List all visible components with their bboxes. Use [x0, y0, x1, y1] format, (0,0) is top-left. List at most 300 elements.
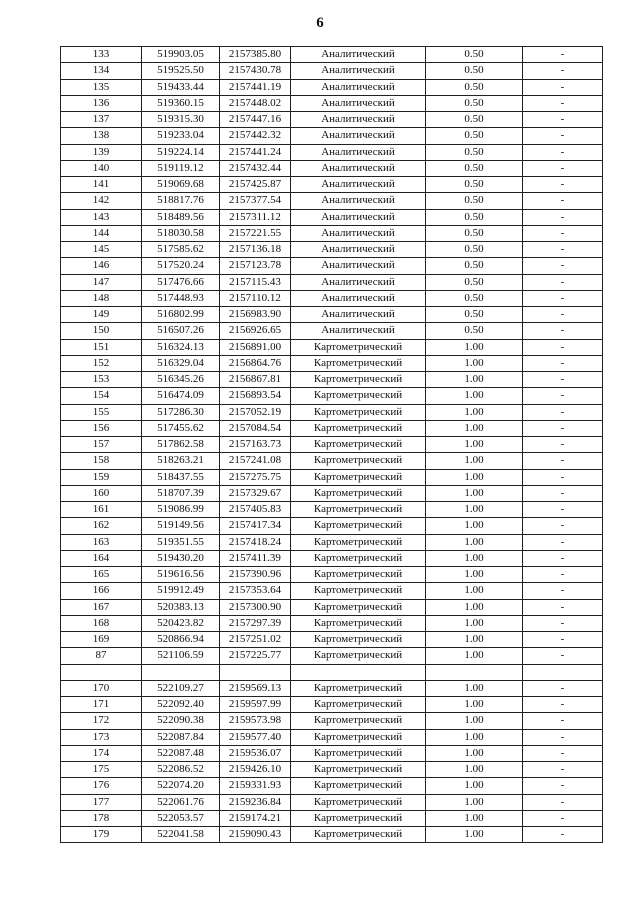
point-number-cell: 172	[61, 713, 142, 729]
table-row	[61, 680, 603, 696]
point-number-cell: 148	[61, 290, 142, 306]
table-row	[61, 518, 603, 534]
note-cell: -	[523, 453, 603, 469]
x-coordinate-cell: 519119.12	[142, 160, 220, 176]
accuracy-cell: 0.50	[426, 323, 523, 339]
x-coordinate-cell: 519433.44	[142, 79, 220, 95]
table-row	[61, 583, 603, 599]
x-coordinate-cell: 522087.84	[142, 729, 220, 745]
method-cell: Картометрический	[291, 485, 426, 501]
accuracy-cell: 1.00	[426, 485, 523, 501]
x-coordinate-cell: 519315.30	[142, 112, 220, 128]
accuracy-cell: 1.00	[426, 404, 523, 420]
y-coordinate-cell: 2159569.13	[220, 680, 291, 696]
accuracy-cell: 0.50	[426, 47, 523, 63]
x-coordinate-cell: 522053.57	[142, 810, 220, 826]
x-coordinate-cell: 519233.04	[142, 128, 220, 144]
point-number-cell: 167	[61, 599, 142, 615]
note-cell: -	[523, 567, 603, 583]
point-number-cell: 168	[61, 615, 142, 631]
accuracy-cell: 1.00	[426, 697, 523, 713]
note-cell: -	[523, 680, 603, 696]
accuracy-cell: 1.00	[426, 420, 523, 436]
point-number-cell: 134	[61, 63, 142, 79]
accuracy-cell: 0.50	[426, 144, 523, 160]
note-cell: -	[523, 209, 603, 225]
y-coordinate-cell: 2156893.54	[220, 388, 291, 404]
note-cell: -	[523, 160, 603, 176]
point-number-cell: 145	[61, 242, 142, 258]
y-coordinate-cell: 2156867.81	[220, 372, 291, 388]
point-number-cell	[61, 664, 142, 680]
y-coordinate-cell: 2157275.75	[220, 469, 291, 485]
table-row	[61, 209, 603, 225]
table-row	[61, 307, 603, 323]
x-coordinate-cell: 518817.76	[142, 193, 220, 209]
table-row	[61, 567, 603, 583]
method-cell: Аналитический	[291, 242, 426, 258]
table-row	[61, 372, 603, 388]
note-cell: -	[523, 242, 603, 258]
note-cell: -	[523, 745, 603, 761]
accuracy-cell: 1.00	[426, 355, 523, 371]
y-coordinate-cell: 2159577.40	[220, 729, 291, 745]
accuracy-cell: 1.00	[426, 567, 523, 583]
point-number-cell: 169	[61, 632, 142, 648]
table-row	[61, 648, 603, 664]
accuracy-cell	[426, 664, 523, 680]
note-cell: -	[523, 827, 603, 843]
note-cell: -	[523, 697, 603, 713]
table-row	[61, 63, 603, 79]
accuracy-cell: 1.00	[426, 372, 523, 388]
method-cell: Картометрический	[291, 778, 426, 794]
x-coordinate-cell: 519224.14	[142, 144, 220, 160]
x-coordinate-cell: 517476.66	[142, 274, 220, 290]
note-cell: -	[523, 193, 603, 209]
y-coordinate-cell: 2159426.10	[220, 762, 291, 778]
y-coordinate-cell: 2157441.19	[220, 79, 291, 95]
table-row	[61, 794, 603, 810]
table-row	[61, 193, 603, 209]
x-coordinate-cell: 516507.26	[142, 323, 220, 339]
point-number-cell: 179	[61, 827, 142, 843]
table-row	[61, 437, 603, 453]
point-number-cell: 133	[61, 47, 142, 63]
note-cell: -	[523, 79, 603, 95]
note-cell: -	[523, 177, 603, 193]
method-cell: Картометрический	[291, 583, 426, 599]
table-row	[61, 339, 603, 355]
x-coordinate-cell: 520866.94	[142, 632, 220, 648]
point-number-cell: 137	[61, 112, 142, 128]
point-number-cell: 156	[61, 420, 142, 436]
note-cell: -	[523, 632, 603, 648]
x-coordinate-cell: 519903.05	[142, 47, 220, 63]
x-coordinate-cell: 522090.38	[142, 713, 220, 729]
y-coordinate-cell: 2157123.78	[220, 258, 291, 274]
method-cell: Аналитический	[291, 128, 426, 144]
y-coordinate-cell: 2157430.78	[220, 63, 291, 79]
note-cell: -	[523, 339, 603, 355]
y-coordinate-cell: 2157405.83	[220, 502, 291, 518]
point-number-cell: 142	[61, 193, 142, 209]
y-coordinate-cell: 2159597.99	[220, 697, 291, 713]
point-number-cell: 170	[61, 680, 142, 696]
method-cell: Аналитический	[291, 193, 426, 209]
method-cell: Аналитический	[291, 144, 426, 160]
table-row	[61, 242, 603, 258]
accuracy-cell: 1.00	[426, 827, 523, 843]
method-cell: Аналитический	[291, 290, 426, 306]
accuracy-cell: 1.00	[426, 453, 523, 469]
y-coordinate-cell: 2157385.80	[220, 47, 291, 63]
table-row	[61, 632, 603, 648]
method-cell: Картометрический	[291, 745, 426, 761]
method-cell: Картометрический	[291, 680, 426, 696]
y-coordinate-cell: 2157377.54	[220, 193, 291, 209]
table-row	[61, 534, 603, 550]
point-number-cell: 164	[61, 550, 142, 566]
note-cell: -	[523, 648, 603, 664]
table-row	[61, 128, 603, 144]
table-row	[61, 355, 603, 371]
table-row	[61, 550, 603, 566]
y-coordinate-cell: 2159331.93	[220, 778, 291, 794]
accuracy-cell: 1.00	[426, 762, 523, 778]
point-number-cell: 151	[61, 339, 142, 355]
accuracy-cell: 0.50	[426, 63, 523, 79]
accuracy-cell: 0.50	[426, 128, 523, 144]
point-number-cell: 163	[61, 534, 142, 550]
table-row	[61, 729, 603, 745]
note-cell: -	[523, 144, 603, 160]
accuracy-cell: 1.00	[426, 518, 523, 534]
accuracy-cell: 0.50	[426, 307, 523, 323]
y-coordinate-cell: 2157448.02	[220, 95, 291, 111]
method-cell: Картометрический	[291, 827, 426, 843]
note-cell: -	[523, 274, 603, 290]
note-cell: -	[523, 502, 603, 518]
x-coordinate-cell: 520423.82	[142, 615, 220, 631]
method-cell: Аналитический	[291, 95, 426, 111]
y-coordinate-cell: 2157432.44	[220, 160, 291, 176]
method-cell: Картометрический	[291, 713, 426, 729]
coordinates-table-body	[61, 47, 603, 843]
x-coordinate-cell: 517585.62	[142, 242, 220, 258]
point-number-cell: 149	[61, 307, 142, 323]
table-row	[61, 290, 603, 306]
y-coordinate-cell: 2157241.08	[220, 453, 291, 469]
method-cell: Картометрический	[291, 355, 426, 371]
method-cell: Картометрический	[291, 469, 426, 485]
y-coordinate-cell: 2159090.43	[220, 827, 291, 843]
x-coordinate-cell: 518030.58	[142, 225, 220, 241]
note-cell: -	[523, 469, 603, 485]
method-cell: Картометрический	[291, 437, 426, 453]
point-number-cell: 87	[61, 648, 142, 664]
note-cell: -	[523, 583, 603, 599]
x-coordinate-cell: 517448.93	[142, 290, 220, 306]
note-cell: -	[523, 615, 603, 631]
y-coordinate-cell: 2157052.19	[220, 404, 291, 420]
accuracy-cell: 1.00	[426, 534, 523, 550]
note-cell: -	[523, 794, 603, 810]
y-coordinate-cell: 2157225.77	[220, 648, 291, 664]
x-coordinate-cell: 516802.99	[142, 307, 220, 323]
table-row	[61, 599, 603, 615]
method-cell: Аналитический	[291, 274, 426, 290]
point-number-cell: 144	[61, 225, 142, 241]
note-cell: -	[523, 762, 603, 778]
x-coordinate-cell: 516345.26	[142, 372, 220, 388]
x-coordinate-cell: 516329.04	[142, 355, 220, 371]
y-coordinate-cell: 2157447.16	[220, 112, 291, 128]
table-row	[61, 420, 603, 436]
y-coordinate-cell: 2157441.24	[220, 144, 291, 160]
x-coordinate-cell: 519525.50	[142, 63, 220, 79]
accuracy-cell: 1.00	[426, 502, 523, 518]
table-row	[61, 664, 603, 680]
x-coordinate-cell: 518707.39	[142, 485, 220, 501]
note-cell: -	[523, 63, 603, 79]
method-cell: Картометрический	[291, 794, 426, 810]
y-coordinate-cell: 2157251.02	[220, 632, 291, 648]
note-cell: -	[523, 258, 603, 274]
method-cell: Аналитический	[291, 209, 426, 225]
x-coordinate-cell: 522086.52	[142, 762, 220, 778]
note-cell: -	[523, 810, 603, 826]
x-coordinate-cell: 518489.56	[142, 209, 220, 225]
x-coordinate-cell: 521106.59	[142, 648, 220, 664]
accuracy-cell: 1.00	[426, 550, 523, 566]
method-cell: Картометрический	[291, 615, 426, 631]
x-coordinate-cell: 516474.09	[142, 388, 220, 404]
method-cell: Аналитический	[291, 323, 426, 339]
accuracy-cell: 1.00	[426, 632, 523, 648]
table-row	[61, 745, 603, 761]
point-number-cell: 160	[61, 485, 142, 501]
x-coordinate-cell: 522087.48	[142, 745, 220, 761]
accuracy-cell: 1.00	[426, 778, 523, 794]
y-coordinate-cell: 2157418.24	[220, 534, 291, 550]
method-cell: Картометрический	[291, 502, 426, 518]
y-coordinate-cell: 2159573.98	[220, 713, 291, 729]
y-coordinate-cell: 2157329.67	[220, 485, 291, 501]
accuracy-cell: 1.00	[426, 339, 523, 355]
point-number-cell: 139	[61, 144, 142, 160]
note-cell: -	[523, 420, 603, 436]
table-row	[61, 258, 603, 274]
table-row	[61, 225, 603, 241]
x-coordinate-cell: 517862.58	[142, 437, 220, 453]
x-coordinate-cell: 517455.62	[142, 420, 220, 436]
point-number-cell: 141	[61, 177, 142, 193]
y-coordinate-cell: 2156891.00	[220, 339, 291, 355]
x-coordinate-cell: 519912.49	[142, 583, 220, 599]
method-cell: Картометрический	[291, 339, 426, 355]
x-coordinate-cell: 519430.20	[142, 550, 220, 566]
method-cell: Картометрический	[291, 632, 426, 648]
method-cell: Аналитический	[291, 177, 426, 193]
x-coordinate-cell	[142, 664, 220, 680]
y-coordinate-cell: 2157442.32	[220, 128, 291, 144]
y-coordinate-cell: 2157221.55	[220, 225, 291, 241]
x-coordinate-cell: 517520.24	[142, 258, 220, 274]
table-row	[61, 810, 603, 826]
table-row	[61, 274, 603, 290]
note-cell: -	[523, 355, 603, 371]
note-cell: -	[523, 485, 603, 501]
note-cell: -	[523, 323, 603, 339]
note-cell	[523, 664, 603, 680]
point-number-cell: 166	[61, 583, 142, 599]
table-row	[61, 697, 603, 713]
point-number-cell: 162	[61, 518, 142, 534]
accuracy-cell: 0.50	[426, 258, 523, 274]
point-number-cell: 152	[61, 355, 142, 371]
note-cell: -	[523, 437, 603, 453]
accuracy-cell: 1.00	[426, 648, 523, 664]
table-row	[61, 177, 603, 193]
table-row	[61, 827, 603, 843]
y-coordinate-cell: 2159236.84	[220, 794, 291, 810]
table-row	[61, 160, 603, 176]
y-coordinate-cell: 2157390.96	[220, 567, 291, 583]
y-coordinate-cell: 2157297.39	[220, 615, 291, 631]
point-number-cell: 177	[61, 794, 142, 810]
note-cell: -	[523, 95, 603, 111]
accuracy-cell: 1.00	[426, 810, 523, 826]
x-coordinate-cell: 519351.55	[142, 534, 220, 550]
y-coordinate-cell	[220, 664, 291, 680]
x-coordinate-cell: 522074.20	[142, 778, 220, 794]
method-cell: Аналитический	[291, 225, 426, 241]
point-number-cell: 147	[61, 274, 142, 290]
x-coordinate-cell: 518263.21	[142, 453, 220, 469]
point-number-cell: 176	[61, 778, 142, 794]
note-cell: -	[523, 128, 603, 144]
table-row	[61, 79, 603, 95]
point-number-cell: 173	[61, 729, 142, 745]
point-number-cell: 178	[61, 810, 142, 826]
accuracy-cell: 1.00	[426, 469, 523, 485]
y-coordinate-cell: 2157110.12	[220, 290, 291, 306]
table-row	[61, 778, 603, 794]
x-coordinate-cell: 522109.27	[142, 680, 220, 696]
y-coordinate-cell: 2157311.12	[220, 209, 291, 225]
page-number: 6	[316, 15, 324, 31]
table-row	[61, 112, 603, 128]
point-number-cell: 154	[61, 388, 142, 404]
point-number-cell: 138	[61, 128, 142, 144]
note-cell: -	[523, 729, 603, 745]
x-coordinate-cell: 516324.13	[142, 339, 220, 355]
point-number-cell: 135	[61, 79, 142, 95]
x-coordinate-cell: 519616.56	[142, 567, 220, 583]
accuracy-cell: 0.50	[426, 95, 523, 111]
note-cell: -	[523, 307, 603, 323]
point-number-cell: 158	[61, 453, 142, 469]
point-number-cell: 174	[61, 745, 142, 761]
method-cell: Картометрический	[291, 534, 426, 550]
accuracy-cell: 1.00	[426, 437, 523, 453]
y-coordinate-cell: 2157084.54	[220, 420, 291, 436]
accuracy-cell: 1.00	[426, 745, 523, 761]
point-number-cell: 171	[61, 697, 142, 713]
point-number-cell: 136	[61, 95, 142, 111]
method-cell: Аналитический	[291, 160, 426, 176]
method-cell: Картометрический	[291, 518, 426, 534]
x-coordinate-cell: 517286.30	[142, 404, 220, 420]
note-cell: -	[523, 599, 603, 615]
method-cell: Картометрический	[291, 550, 426, 566]
table-row	[61, 47, 603, 63]
table-row	[61, 502, 603, 518]
method-cell: Аналитический	[291, 63, 426, 79]
x-coordinate-cell: 519149.56	[142, 518, 220, 534]
accuracy-cell: 0.50	[426, 209, 523, 225]
note-cell: -	[523, 534, 603, 550]
table-row	[61, 323, 603, 339]
y-coordinate-cell: 2157417.34	[220, 518, 291, 534]
note-cell: -	[523, 713, 603, 729]
y-coordinate-cell: 2157425.87	[220, 177, 291, 193]
y-coordinate-cell: 2157163.73	[220, 437, 291, 453]
method-cell	[291, 664, 426, 680]
method-cell: Картометрический	[291, 404, 426, 420]
accuracy-cell: 0.50	[426, 112, 523, 128]
method-cell: Аналитический	[291, 79, 426, 95]
accuracy-cell: 1.00	[426, 713, 523, 729]
accuracy-cell: 1.00	[426, 794, 523, 810]
x-coordinate-cell: 520383.13	[142, 599, 220, 615]
point-number-cell: 140	[61, 160, 142, 176]
y-coordinate-cell: 2156926.65	[220, 323, 291, 339]
point-number-cell: 159	[61, 469, 142, 485]
x-coordinate-cell: 519086.99	[142, 502, 220, 518]
method-cell: Аналитический	[291, 47, 426, 63]
note-cell: -	[523, 112, 603, 128]
coordinates-table	[60, 46, 603, 843]
point-number-cell: 153	[61, 372, 142, 388]
y-coordinate-cell: 2156864.76	[220, 355, 291, 371]
accuracy-cell: 0.50	[426, 242, 523, 258]
point-number-cell: 161	[61, 502, 142, 518]
accuracy-cell: 1.00	[426, 680, 523, 696]
x-coordinate-cell: 522092.40	[142, 697, 220, 713]
point-number-cell: 165	[61, 567, 142, 583]
table-row	[61, 95, 603, 111]
y-coordinate-cell: 2157411.39	[220, 550, 291, 566]
method-cell: Картометрический	[291, 648, 426, 664]
accuracy-cell: 1.00	[426, 599, 523, 615]
method-cell: Картометрический	[291, 372, 426, 388]
table-row	[61, 404, 603, 420]
accuracy-cell: 1.00	[426, 388, 523, 404]
method-cell: Картометрический	[291, 729, 426, 745]
note-cell: -	[523, 290, 603, 306]
x-coordinate-cell: 522041.58	[142, 827, 220, 843]
point-number-cell: 157	[61, 437, 142, 453]
method-cell: Картометрический	[291, 599, 426, 615]
y-coordinate-cell: 2157353.64	[220, 583, 291, 599]
note-cell: -	[523, 372, 603, 388]
method-cell: Аналитический	[291, 258, 426, 274]
x-coordinate-cell: 519360.15	[142, 95, 220, 111]
y-coordinate-cell: 2159536.07	[220, 745, 291, 761]
y-coordinate-cell: 2157115.43	[220, 274, 291, 290]
